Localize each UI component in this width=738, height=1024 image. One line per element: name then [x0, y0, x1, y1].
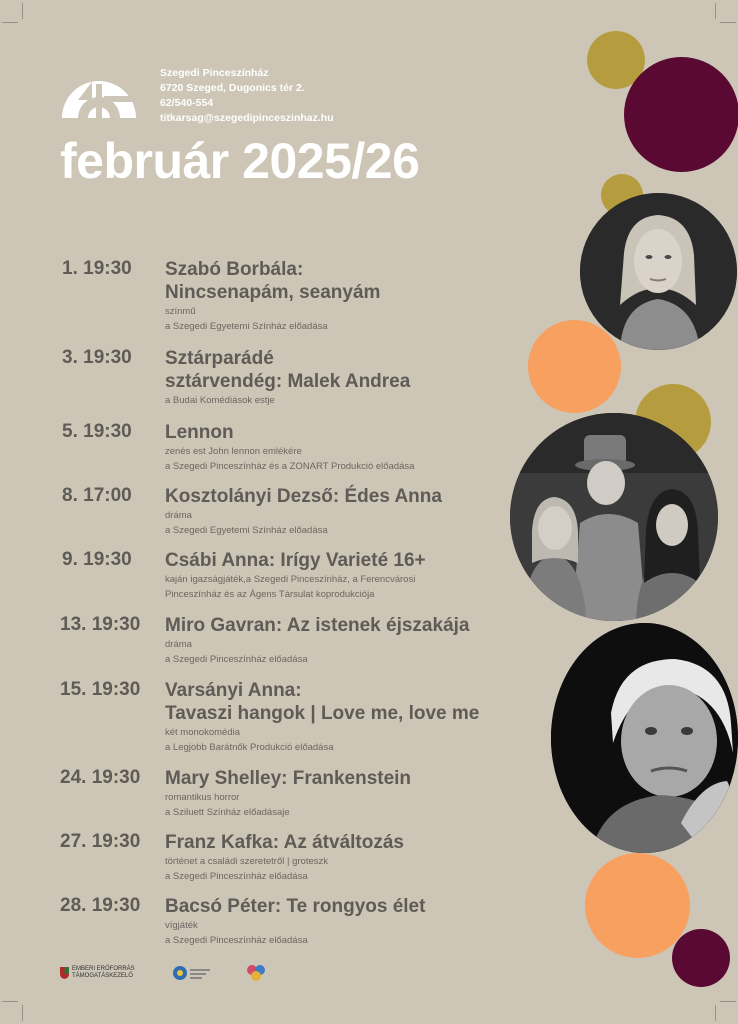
event-producer: a Szegedi Egyetemi Színház előadása: [165, 525, 328, 536]
plum-circle: [672, 929, 730, 987]
event-producer: a Szegedi Pinceszínház előadása: [165, 654, 308, 665]
sponsor-emmi: [60, 965, 150, 981]
event-date: 15. 19:30: [60, 679, 141, 700]
event-title-line: Csábi Anna: Irígy Varieté 16+: [165, 550, 426, 571]
theatre-logo-icon: [58, 66, 140, 124]
venue-name: Szegedi Pinceszínház: [160, 67, 269, 79]
sponsor-text: TÁMOGATÁSKEZELŐ: [72, 973, 133, 979]
event-title-line: Bacsó Péter: Te rongyos élet: [165, 896, 426, 917]
coat-of-arms-icon: [60, 967, 69, 979]
event-title-line: Sztárparádé: [165, 348, 274, 369]
event-genre: romantikus horror: [165, 792, 240, 803]
crop-mark: [22, 1005, 23, 1021]
event-title-line: Franz Kafka: Az átváltozás: [165, 832, 404, 853]
crop-mark: [715, 3, 716, 19]
event-date: 13. 19:30: [60, 614, 141, 635]
contact-block: [160, 66, 334, 126]
event-title-line: Kosztolányi Dezső: Édes Anna: [165, 486, 442, 507]
actor-portrait-photo: [551, 623, 738, 853]
actress-portrait-photo: [580, 193, 737, 350]
event-date: 8. 17:00: [62, 485, 132, 506]
plum-circle: [624, 57, 738, 172]
event-title-line: Nincsenapám, seanyám: [165, 282, 381, 303]
crop-mark: [2, 22, 18, 23]
event-title-line: Lennon: [165, 422, 234, 443]
event-genre: vígjáték: [165, 920, 198, 931]
event-date: 27. 19:30: [60, 831, 141, 852]
event-producer: a Szegedi Pinceszínház előadása: [165, 871, 308, 882]
sponsor-flower-logo: [246, 964, 266, 987]
event-title-line: Miro Gavran: Az istenek éjszakája: [165, 615, 470, 636]
event-date: 5. 19:30: [62, 421, 132, 442]
orange-circle: [585, 853, 690, 958]
event-date: 24. 19:30: [60, 767, 141, 788]
event-title-line: Tavaszi hangok | Love me, love me: [165, 703, 480, 724]
crop-mark: [2, 1001, 18, 1002]
event-title-line: Mary Shelley: Frankenstein: [165, 768, 412, 789]
event-producer: a Szegedi Egyetemi Színház előadása: [165, 321, 328, 332]
event-genre: dráma: [165, 639, 192, 650]
event-genre: színmű: [165, 306, 196, 317]
sponsor-szeged-logo: [172, 964, 212, 987]
event-genre: dráma: [165, 510, 192, 521]
ensemble-cast-photo: [510, 413, 718, 621]
venue-phone: 62/540-554: [160, 97, 214, 109]
sponsor-text: EMBERI ERŐFORRÁS: [72, 966, 135, 972]
event-producer: Pinceszínház és az Ágens Társulat koprodukciója: [165, 589, 375, 600]
event-producer: a Legjobb Barátnők Produkció előadása: [165, 742, 334, 753]
event-date: 1. 19:30: [62, 258, 132, 279]
crop-mark: [715, 1005, 716, 1021]
event-title-line: Varsányi Anna:: [165, 680, 302, 701]
crop-mark: [22, 3, 23, 19]
event-producer: a Szegedi Pinceszínház és a ZONART Produkció előadása: [165, 461, 415, 472]
event-date: 9. 19:30: [62, 549, 132, 570]
event-producer: a Szegedi Pinceszínház előadása: [165, 935, 308, 946]
event-genre: zenés est John lennon emlékére: [165, 446, 302, 457]
event-genre: két monokomédia: [165, 727, 240, 738]
orange-circle: [528, 320, 621, 413]
event-genre: kaján igazságjáték,a Szegedi Pinceszínház, a Ferencvárosi: [165, 574, 416, 585]
page-title: február 2025/26: [60, 133, 420, 189]
flower-emblem-icon: [246, 964, 266, 982]
crop-mark: [720, 22, 736, 23]
event-producer: a Budai Komédiások estje: [165, 395, 275, 406]
event-date: 28. 19:30: [60, 895, 141, 916]
szeged-emblem-icon: [172, 964, 212, 982]
event-title-line: sztárvendég: Malek Andrea: [165, 371, 411, 392]
venue-email: titkarsag@szegedipinceszinhaz.hu: [160, 112, 334, 124]
venue-address: 6720 Szeged, Dugonics tér 2.: [160, 82, 305, 94]
event-title-line: Szabó Borbála:: [165, 259, 304, 280]
event-producer: a Sziluett Színház előadásaje: [165, 807, 290, 818]
crop-mark: [720, 1001, 736, 1002]
event-date: 3. 19:30: [62, 347, 132, 368]
event-genre: történet a családi szeretetről | groteszk: [165, 856, 328, 867]
